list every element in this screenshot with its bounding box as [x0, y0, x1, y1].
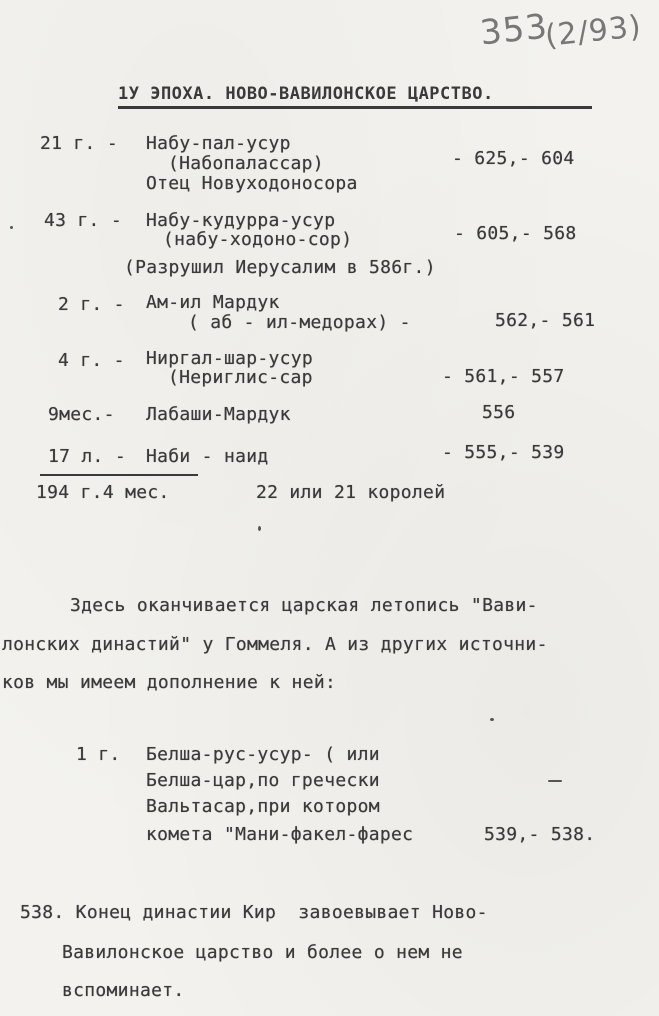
king-4-name: Ниргал-шар-усур	[146, 348, 314, 369]
paragraph-line-2: лонских династий" у Гоммеля. А из других источни-	[2, 634, 548, 655]
addendum-line-3: Вальтасар,при котором	[146, 796, 380, 817]
addendum-line-1: Белша-рус-усур- ( или	[146, 744, 380, 765]
king-1-name: Набу-пал-усур	[146, 133, 291, 154]
king-6-reign: 17 л. -	[48, 446, 126, 467]
paragraph-line-3: ков мы имеем дополнение к ней:	[2, 672, 337, 693]
scan-speck	[490, 718, 494, 721]
closing-line-3: вспоминает.	[62, 980, 185, 1001]
archive-sub-number: (2/93)	[543, 9, 644, 54]
title-underline	[118, 106, 592, 109]
king-1-note: Отец Новуходоносора	[146, 173, 358, 194]
king-2-dates: - 605,- 568	[454, 223, 577, 244]
king-1-reign: 21 г. -	[40, 133, 118, 154]
scan-speck	[10, 226, 13, 229]
addendum-dates: 539,- 538.	[484, 824, 596, 845]
king-6-dates: - 555,- 539	[442, 442, 565, 463]
scan-speck	[258, 526, 261, 531]
king-3-name: Ам-ил Мардук	[146, 292, 280, 313]
king-6-name: Наби - наид	[146, 446, 269, 467]
archive-number: 353	[478, 6, 550, 54]
king-1-dates: - 625,- 604	[452, 148, 575, 169]
king-4-dates: - 561,- 557	[442, 366, 565, 387]
king-4-alias: (Нериглис-сар	[168, 367, 313, 388]
closing-line-1: 538. Конец династии Кир завоевывает Ново-	[20, 902, 488, 923]
total-count: 22 или 21 королей	[256, 482, 446, 503]
total-rule	[40, 474, 198, 476]
paragraph-line-1: Здесь оканчивается царская летопись "Вави-	[70, 595, 538, 616]
king-3-alias: ( аб - ил-медорах) -	[188, 312, 411, 333]
king-5-name: Лабаши-Мардук	[146, 404, 291, 425]
king-4-reign: 4 г. -	[58, 350, 125, 371]
scan-speck	[548, 780, 562, 782]
king-2-name: Набу-кудурра-усур	[146, 210, 336, 231]
total-period: 194 г.4 мес.	[36, 482, 170, 503]
king-2-note: (Разрушил Иерусалим в 586г.)	[124, 257, 436, 278]
king-5-dates: 556	[482, 402, 516, 423]
addendum-reign: 1 г.	[76, 744, 121, 765]
king-2-reign: 43 г. -	[44, 210, 122, 231]
king-5-reign: 9мес.-	[48, 404, 115, 425]
king-3-dates: 562,- 561	[495, 310, 596, 331]
addendum-line-4: комета "Мани-факел-фарес	[146, 824, 414, 845]
king-2-alias: (набу-ходоно-сор)	[163, 229, 353, 250]
king-1-alias: (Набопаласcар)	[168, 153, 324, 174]
page-title: 1У ЭПОХА. НОВО-ВАВИЛОНСКОЕ ЦАРСТВО.	[118, 84, 494, 104]
king-3-reign: 2 г. -	[58, 294, 125, 315]
closing-line-2: Вавилонское царство и более о нем не	[62, 942, 463, 963]
addendum-line-2: Белша-цар,по гречески	[146, 770, 380, 791]
